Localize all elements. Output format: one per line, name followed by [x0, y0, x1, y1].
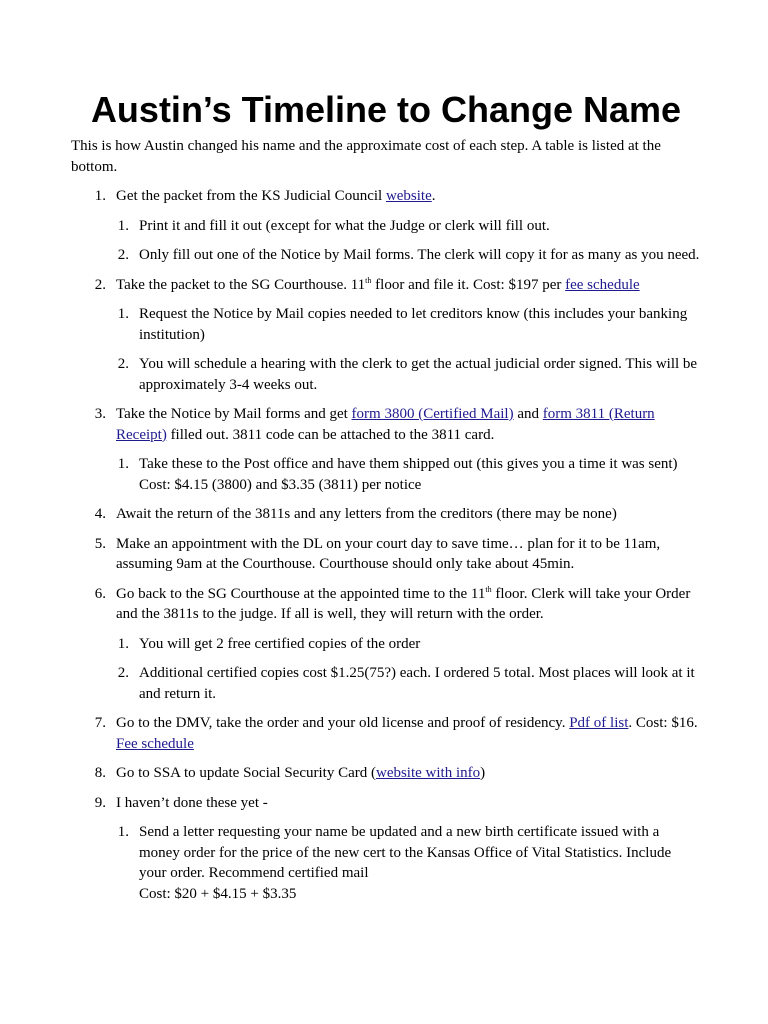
- document-page: [71, 86, 701, 913]
- step-number: 2.: [94, 276, 106, 293]
- step-3: [71, 404, 701, 445]
- substep-text: You will schedule a hearing with the clerk to get the actual judicial order signed. This will be approximately 3-4 weeks out.: [139, 356, 698, 393]
- substep-number: 1.: [117, 306, 129, 322]
- step-2: [71, 275, 701, 296]
- substep-number: 2.: [117, 247, 129, 263]
- form-3800-link[interactable]: form 3800 (Certified Mail): [351, 406, 514, 422]
- ordinal-suffix: th: [365, 275, 372, 285]
- step-text-end: floor. Clerk will take your Order and the 3811s to the judge. If all is well, they will return with the order.: [116, 585, 691, 622]
- step-number: 8.: [94, 765, 106, 781]
- steps-list: [71, 186, 701, 904]
- substep-text: Only fill out one of the Notice by Mail forms. The clerk will copy it for as many as you need.: [139, 247, 700, 263]
- substep-text: Send a letter requesting your name be updated and a new birth certificate issued with a money order for the price of the new cert to the Kansas Office of Vital Statistics. Include your order. Recommend certified mail: [139, 824, 672, 881]
- substep-cost: Cost: $4.15 (3800) and $3.35 (3811) per notice: [139, 476, 422, 493]
- step-number: 5.: [94, 535, 106, 552]
- substep-text: Request the Notice by Mail copies needed to let creditors know (this includes your banking institution): [139, 306, 688, 343]
- courthouse-fee-schedule-link[interactable]: fee schedule: [565, 276, 640, 293]
- substep-number: 1.: [117, 456, 129, 472]
- step-1-sub-1: [71, 216, 701, 237]
- step-text-middle: . Cost: $16.: [628, 715, 698, 731]
- step-text-end: filled out. 3811 code can be attached to the 3811 card.: [166, 426, 495, 443]
- dmv-fee-schedule-link[interactable]: Fee schedule: [116, 735, 194, 752]
- step-text: Await the return of the 3811s and any letters from the creditors (there may be none): [116, 506, 617, 522]
- step-text: Take the Notice by Mail forms and get: [116, 406, 352, 422]
- substep-text: You will get 2 free certified copies of the order: [139, 635, 421, 652]
- step-5: [71, 534, 701, 575]
- dmv-pdf-list-link[interactable]: Pdf of list: [569, 715, 629, 731]
- substep-number: 2.: [117, 665, 129, 681]
- substep-number: 1.: [117, 217, 129, 234]
- step-9: [71, 793, 701, 814]
- step-text: Go to SSA to update Social Security Card (: [116, 765, 376, 781]
- step-9-sub-1: [71, 822, 701, 904]
- substep-text: Take these to the Post office and have them shipped out (this gives you a time it was sent): [139, 456, 678, 472]
- step-text: Make an appointment with the DL on your court day to save time… plan for it to be 11am, assuming 9am at the Courthouse. Courthouse should only take about 45min.: [116, 535, 661, 572]
- ssa-website-link[interactable]: website with info: [375, 765, 481, 781]
- step-number: 6.: [94, 585, 106, 602]
- step-7: [71, 713, 701, 754]
- step-text-end: .: [431, 188, 436, 204]
- step-number: 3.: [94, 406, 106, 422]
- step-text-end: ): [480, 765, 486, 781]
- step-1-sub-2: [71, 245, 701, 266]
- step-6-sub-1: [71, 634, 701, 655]
- step-text: I haven’t done these yet -: [116, 794, 268, 811]
- step-number: 4.: [94, 506, 106, 522]
- ordinal-suffix: th: [485, 584, 492, 594]
- step-8: [71, 763, 701, 784]
- step-number: 7.: [94, 715, 106, 731]
- judicial-council-website-link[interactable]: website: [385, 188, 432, 204]
- step-text-middle: floor and file it. Cost: $197 per: [371, 276, 566, 293]
- step-number: 1.: [94, 188, 106, 204]
- step-1: [71, 186, 701, 207]
- step-text: Get the packet from the KS Judicial Council: [116, 188, 386, 204]
- substep-text: Print it and fill it out (except for what the Judge or clerk will fill out.: [139, 217, 550, 234]
- step-3-sub-1: [71, 454, 701, 495]
- substep-number: 1.: [117, 635, 129, 652]
- substep-cost: Cost: $20 + $4.15 + $3.35: [139, 885, 297, 902]
- substep-text: Additional certified copies cost $1.25(75?) each. I ordered 5 total. Most places will look at it and return it.: [139, 665, 695, 702]
- step-6: [71, 584, 701, 625]
- step-text: Go back to the SG Courthouse at the appointed time to the 11: [116, 585, 486, 602]
- step-text: Go to the DMV, take the order and your old license and proof of residency.: [116, 715, 570, 731]
- intro-paragraph: This is how Austin changed his name and the approximate cost of each step. A table is listed at the bottom.: [71, 138, 661, 175]
- step-4: [71, 504, 701, 525]
- step-text-middle: and: [513, 406, 543, 422]
- substep-number: 1.: [117, 824, 129, 840]
- step-6-sub-2: [71, 663, 701, 704]
- form-3811-link[interactable]: form 3811 (Return Receipt): [116, 406, 655, 443]
- step-number: 9.: [94, 794, 106, 811]
- step-text: Take the packet to the SG Courthouse. 11: [116, 276, 366, 293]
- step-2-sub-2: [71, 354, 701, 395]
- page-title: Austin’s Timeline to Change Name: [90, 89, 682, 130]
- step-2-sub-1: [71, 304, 701, 345]
- substep-number: 2.: [117, 356, 129, 372]
